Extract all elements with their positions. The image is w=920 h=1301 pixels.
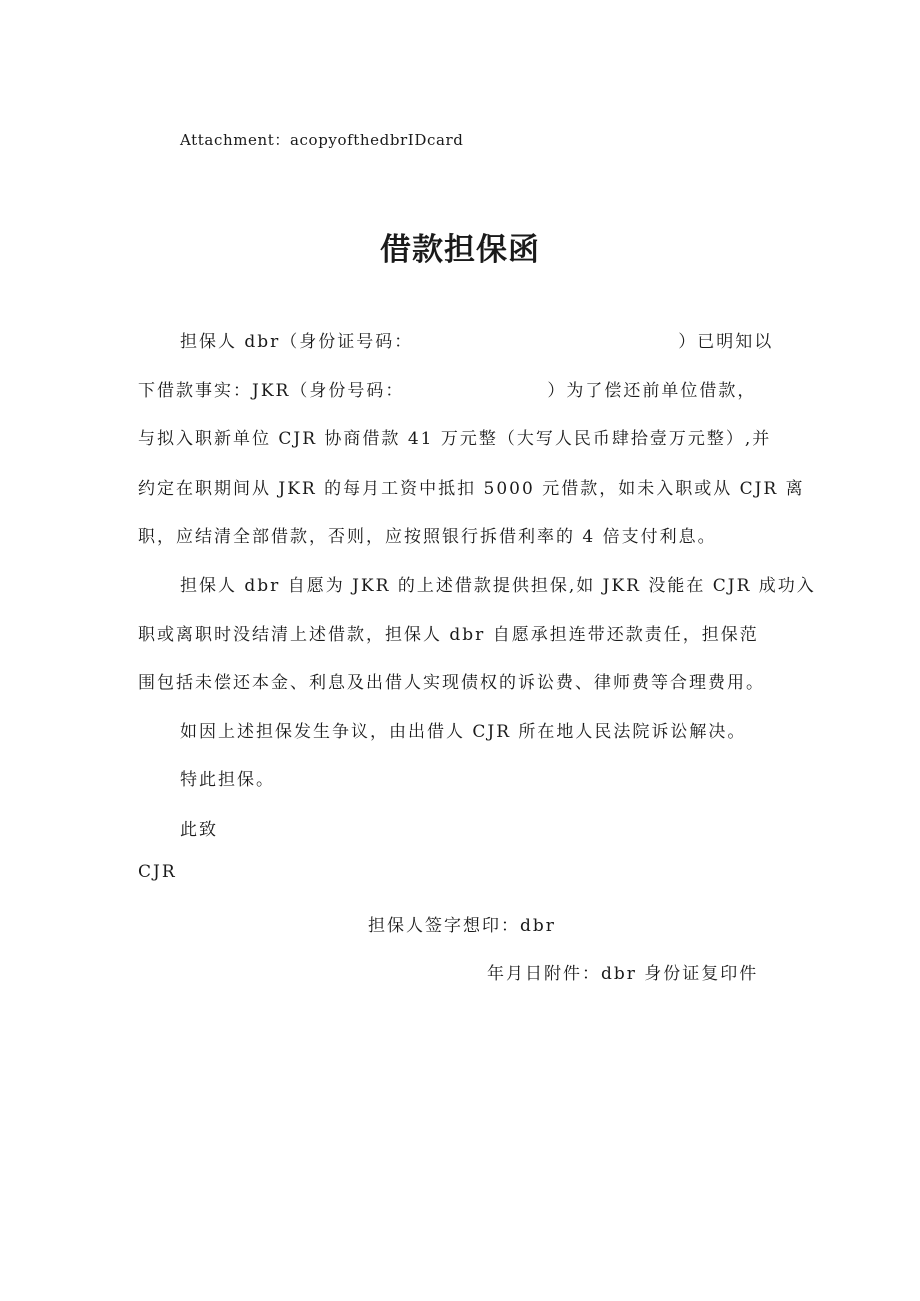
recipient: CJR — [138, 862, 177, 882]
paragraph-dispute-resolution: 如因上述担保发生争议，由出借人 CJR 所在地人民法院诉讼解决。 — [180, 722, 747, 742]
paragraph-line: 职，应结清全部借款，否则，应按照银行拆借利率的 4 倍支付利息。 — [138, 527, 717, 547]
attachment-note-english: Attachment：acopyofthedbrIDcard — [180, 131, 464, 149]
loan-purpose-text: ）为了偿还前单位借款， — [547, 381, 757, 401]
salutation: 此致 — [180, 820, 218, 840]
paragraph-line: 担保人 dbr 自愿为 JKR 的上述借款提供担保,如 JKR 没能在 CJR 成功入 — [180, 576, 816, 596]
document-title: 借款担保函 — [380, 232, 540, 268]
paragraph-line: 围包括未偿还本金、利息及出借人实现债权的诉讼费、律师费等合理费用。 — [138, 673, 765, 693]
paragraph-line — [180, 327, 773, 352]
paragraph-line: 职或离职时没结清上述借款，担保人 dbr 自愿承担连带还款责任，担保范 — [138, 625, 759, 645]
paragraph-line — [138, 376, 756, 401]
guarantor-id-label: 担保人 dbr（身份证号码： — [180, 332, 414, 352]
paragraph-closing: 特此担保。 — [180, 770, 275, 790]
borrower-id-label: 下借款事实：JKR（身份号码： — [138, 381, 405, 401]
paragraph-line: 与拟入职新单位 CJR 协商借款 41 万元整（大写人民币肆拾壹万元整）,并 — [138, 429, 772, 449]
date-and-attachment: 年月日附件：dbr 身份证复印件 — [487, 964, 759, 984]
known-facts-text: ）已明知以 — [678, 332, 774, 352]
guarantor-signature: 担保人签字想印：dbr — [368, 916, 556, 936]
paragraph-line: 约定在职期间从 JKR 的每月工资中抵扣 5000 元借款，如未入职或从 CJR 离 — [138, 479, 805, 499]
